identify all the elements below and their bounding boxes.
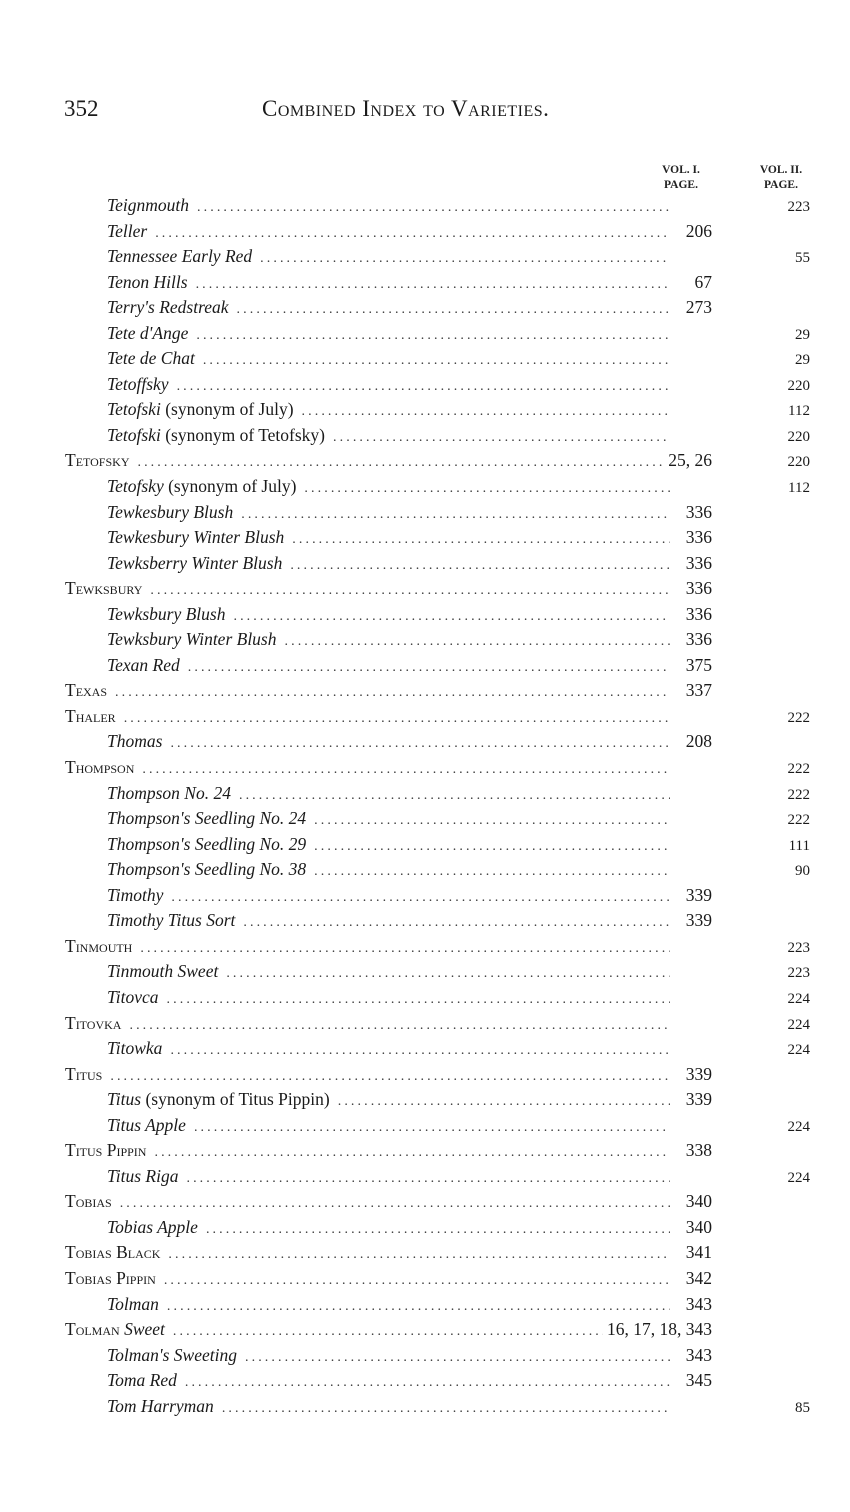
dot-leader <box>142 762 670 778</box>
vol2-page: 220 <box>787 454 810 471</box>
entry-name <box>107 476 296 497</box>
entry-name <box>65 1013 121 1034</box>
entry-name-italic: Tetofsky <box>107 476 164 497</box>
index-entry <box>65 1140 810 1166</box>
entry-name <box>65 1268 156 1289</box>
vol1-page: 208 <box>685 731 712 752</box>
column-header-vol1-line1: VOL. I. <box>662 164 700 176</box>
vol1-page: 25, 26 <box>668 450 712 471</box>
dot-leader <box>186 1171 670 1187</box>
entry-name <box>107 910 235 931</box>
dot-leader <box>290 558 670 574</box>
entry-name <box>107 604 225 625</box>
entry-name <box>107 629 277 650</box>
vol2-page: 111 <box>788 837 810 854</box>
dot-leader <box>171 890 670 906</box>
index-entry <box>65 502 810 528</box>
entry-name <box>107 834 306 855</box>
vol2-page: 29 <box>795 352 810 369</box>
entry-name <box>65 1242 160 1263</box>
index-entry <box>65 272 810 298</box>
entry-name <box>65 706 116 727</box>
entry-name <box>107 221 147 242</box>
dot-leader <box>120 1196 670 1212</box>
index-entry <box>65 246 810 272</box>
index-entry <box>65 195 810 221</box>
entry-name <box>107 425 325 446</box>
dot-leader <box>241 507 670 523</box>
entry-name-italic: Tinmouth Sweet <box>107 961 219 982</box>
entry-name <box>107 1217 198 1238</box>
vol2-page: 224 <box>787 1016 810 1033</box>
vol2-page: 222 <box>787 761 810 778</box>
dot-leader <box>129 1018 670 1034</box>
index-entries <box>65 195 810 1421</box>
index-entry <box>65 1396 810 1422</box>
vol2-page: 222 <box>787 812 810 829</box>
dot-leader <box>237 302 670 318</box>
entry-name <box>107 1038 162 1059</box>
entry-name <box>107 195 189 216</box>
vol1-page: 273 <box>685 297 712 318</box>
vol1-page: 340 <box>685 1216 712 1237</box>
entry-name <box>107 655 180 676</box>
dot-leader <box>177 379 670 395</box>
dot-leader <box>338 1094 670 1110</box>
index-entry <box>65 655 810 681</box>
entry-name-italic: Timothy Titus Sort <box>107 910 236 931</box>
dot-leader <box>140 941 670 957</box>
dot-leader <box>292 532 670 548</box>
entry-name-plain: (synonym of Titus Pippin) <box>141 1089 330 1110</box>
dot-leader <box>206 1222 670 1238</box>
entry-name <box>65 1319 165 1340</box>
entry-name-caps: Tinmouth <box>65 935 133 956</box>
vol1-page: 67 <box>694 271 712 292</box>
entry-name-italic: Tete d'Ange <box>107 322 189 343</box>
entry-name-italic: Titus <box>107 1089 142 1110</box>
index-entry <box>65 1345 810 1371</box>
index-entry <box>65 1038 810 1064</box>
index-entry <box>65 936 810 962</box>
entry-name <box>107 348 195 369</box>
entry-name-italic: Tewkesbury Winter Blush <box>107 527 285 548</box>
dot-leader <box>304 481 670 497</box>
entry-name-italic: Titowka <box>107 1038 163 1059</box>
index-entry <box>65 680 810 706</box>
index-entry <box>65 731 810 757</box>
vol1-page: 343 <box>685 1344 712 1365</box>
entry-name-caps: Tobias Black <box>65 1242 161 1263</box>
vol1-page: 343 <box>685 1293 712 1314</box>
entry-name-italic: Titovca <box>107 986 159 1007</box>
entry-name-italic: Thompson No. 24 <box>107 782 231 803</box>
entry-name-caps: Titovka <box>65 1012 122 1033</box>
entry-name <box>107 731 162 752</box>
entry-name-italic: Tewkesbury Blush <box>107 501 234 522</box>
dot-leader <box>168 1247 670 1263</box>
index-entry <box>65 323 810 349</box>
vol2-page: 222 <box>787 786 810 803</box>
index-entry <box>65 1294 810 1320</box>
vol1-page: 337 <box>685 680 712 701</box>
entry-name <box>107 885 163 906</box>
dot-leader <box>233 609 670 625</box>
vol1-page: 339 <box>685 910 712 931</box>
column-header-vol2-line1: VOL. II. <box>759 164 803 176</box>
entry-name <box>107 399 294 420</box>
column-header-vol2 <box>750 163 812 193</box>
entry-name <box>107 1115 186 1136</box>
dot-leader <box>196 328 670 344</box>
index-entry <box>65 476 810 502</box>
vol2-page: 112 <box>788 480 810 497</box>
index-entry <box>65 425 810 451</box>
entry-name <box>107 808 306 829</box>
entry-name-caps: Titus Pippin <box>65 1140 147 1161</box>
index-entry <box>65 348 810 374</box>
vol1-page: 336 <box>685 629 712 650</box>
dot-leader <box>239 788 670 804</box>
dot-leader <box>245 1350 670 1366</box>
vol1-page: 336 <box>685 501 712 522</box>
index-entry <box>65 1370 810 1396</box>
entry-name <box>107 1166 178 1187</box>
index-entry <box>65 221 810 247</box>
entry-name <box>107 859 306 880</box>
dot-leader <box>333 430 670 446</box>
index-entry <box>65 961 810 987</box>
dot-leader <box>185 1375 670 1391</box>
dot-leader <box>137 455 664 471</box>
entry-name-italic: Tolman's Sweeting <box>107 1344 237 1365</box>
entry-name <box>107 1089 330 1110</box>
entry-name-caps: Tolman <box>65 1319 120 1340</box>
index-entry <box>65 1217 810 1243</box>
column-header-vol1 <box>652 163 710 193</box>
vol1-page: 375 <box>685 654 712 675</box>
index-entry <box>65 553 810 579</box>
dot-leader <box>173 1324 603 1340</box>
vol2-page: 224 <box>787 1169 810 1186</box>
column-header-vol2-line2: PAGE. <box>764 179 798 191</box>
dot-leader <box>260 251 670 267</box>
entry-name <box>107 246 252 267</box>
vol1-page: 342 <box>685 1267 712 1288</box>
index-entry <box>65 1166 810 1192</box>
vol1-page: 339 <box>685 1063 712 1084</box>
entry-name-italic: Tetoffsky <box>107 373 169 394</box>
vol1-page: 206 <box>685 220 712 241</box>
dot-leader <box>243 915 670 931</box>
index-entry <box>65 1242 810 1268</box>
entry-name-italic: Thomas <box>107 731 163 752</box>
dot-leader <box>197 200 670 216</box>
index-entry <box>65 527 810 553</box>
entry-name-italic: Texan Red <box>107 654 180 675</box>
entry-name <box>65 757 134 778</box>
index-entry <box>65 987 810 1013</box>
entry-name <box>107 297 229 318</box>
vol2-page: 224 <box>787 1042 810 1059</box>
index-entry <box>65 1115 810 1141</box>
entry-name <box>107 527 284 548</box>
entry-name <box>65 578 142 599</box>
vol2-page: 224 <box>787 990 810 1007</box>
entry-name <box>65 1140 146 1161</box>
entry-name <box>107 783 231 804</box>
entry-name-italic: Tobias Apple <box>107 1216 198 1237</box>
entry-name <box>65 450 129 471</box>
entry-name <box>107 374 169 395</box>
dot-leader <box>167 992 670 1008</box>
vol2-page: 90 <box>795 863 810 880</box>
dot-leader <box>194 1120 670 1136</box>
dot-leader <box>167 1299 670 1315</box>
dot-leader <box>110 1069 670 1085</box>
dot-leader <box>285 634 671 650</box>
dot-leader <box>302 404 670 420</box>
entry-name-italic: Tetofski <box>107 424 161 445</box>
index-entry <box>65 629 810 655</box>
vol2-page: 85 <box>795 1399 810 1416</box>
vol2-page: 223 <box>787 965 810 982</box>
index-entry <box>65 1268 810 1294</box>
entry-name-plain: (synonym of July) <box>163 476 297 497</box>
entry-name-caps: Tewksbury <box>65 578 143 599</box>
entry-name <box>107 1294 159 1315</box>
vol1-page: 345 <box>685 1370 712 1391</box>
dot-leader <box>115 685 670 701</box>
index-entry <box>65 1319 810 1345</box>
dot-leader <box>222 1401 670 1417</box>
index-entry <box>65 1013 810 1039</box>
entry-name-italic: Timothy <box>107 884 164 905</box>
entry-name <box>107 961 218 982</box>
vol2-page: 220 <box>787 428 810 445</box>
dot-leader <box>196 277 670 293</box>
entry-name-plain: (synonym of July) <box>160 399 294 420</box>
entry-name-italic: Terry's Redstreak <box>107 297 229 318</box>
dot-leader <box>155 226 670 242</box>
vol2-page: 29 <box>795 326 810 343</box>
index-entry <box>65 859 810 885</box>
vol2-page: 220 <box>787 377 810 394</box>
vol1-page: 339 <box>685 1089 712 1110</box>
entry-name-caps: Tetofsky <box>65 450 130 471</box>
index-entry <box>65 604 810 630</box>
vol1-page: 336 <box>685 603 712 624</box>
dot-leader <box>170 1043 670 1059</box>
index-entry <box>65 783 810 809</box>
index-entry <box>65 885 810 911</box>
entry-name <box>107 1370 177 1391</box>
entry-name-italic: Tenon Hills <box>107 271 188 292</box>
entry-name <box>107 502 233 523</box>
index-entry <box>65 1089 810 1115</box>
column-header-vol1-line2: PAGE. <box>664 179 698 191</box>
entry-name <box>107 987 159 1008</box>
entry-name <box>107 272 188 293</box>
entry-name-italic: Tennessee Early Red <box>107 246 253 267</box>
entry-name-plain: (synonym of Tetofsky) <box>160 424 326 445</box>
entry-name <box>107 1345 237 1366</box>
vol1-page: 336 <box>685 552 712 573</box>
entry-name-italic: Teignmouth <box>107 195 190 215</box>
dot-leader <box>188 660 670 676</box>
vol1-page: 336 <box>685 578 712 599</box>
entry-name-italic: Tolman <box>107 1293 159 1314</box>
entry-name <box>107 323 188 344</box>
entry-name-caps: Titus <box>65 1063 103 1084</box>
vol2-page: 222 <box>787 709 810 726</box>
page-title: Combined Index to Varieties. <box>262 96 550 121</box>
entry-name <box>65 1064 102 1085</box>
entry-name-caps: Texas <box>65 680 108 701</box>
index-entry <box>65 834 810 860</box>
vol1-page: 339 <box>685 884 712 905</box>
index-entry <box>65 450 810 476</box>
entry-name-italic: Tewksbury Blush <box>107 603 226 624</box>
index-entry <box>65 578 810 604</box>
entry-name-italic: Teller <box>107 220 148 241</box>
entry-name-italic: Tetofski <box>107 399 161 420</box>
index-entry <box>65 706 810 732</box>
vol2-page: 223 <box>787 199 810 215</box>
entry-name-italic: Titus Apple <box>107 1114 186 1135</box>
index-entry <box>65 757 810 783</box>
dot-leader <box>124 711 670 727</box>
entry-name-italic: Toma Red <box>107 1370 177 1391</box>
page-number: 352 <box>64 96 99 121</box>
dot-leader <box>226 966 670 982</box>
vol1-page: 338 <box>685 1140 712 1161</box>
entry-name <box>65 936 132 957</box>
entry-name <box>65 680 107 701</box>
index-entry <box>65 297 810 323</box>
vol2-page: 224 <box>787 1118 810 1135</box>
index-entry <box>65 374 810 400</box>
dot-leader <box>314 813 670 829</box>
entry-name-italic: Tewksberry Winter Blush <box>107 552 283 573</box>
vol1-page: 340 <box>685 1191 712 1212</box>
dot-leader <box>203 353 670 369</box>
dot-leader <box>314 839 670 855</box>
entry-name-italic: Sweet <box>119 1319 165 1340</box>
entry-name-italic: Thompson's Seedling No. 24 <box>107 808 307 829</box>
vol1-page: 16, 17, 18, 343 <box>607 1319 712 1340</box>
index-entry <box>65 399 810 425</box>
entry-name-caps: Thompson <box>65 757 135 778</box>
dot-leader <box>154 1145 670 1161</box>
entry-name-italic: Tom Harryman <box>107 1395 214 1416</box>
entry-name-italic: Thompson's Seedling No. 38 <box>107 859 307 880</box>
entry-name-caps: Tobias Pippin <box>65 1267 156 1288</box>
dot-leader <box>314 864 670 880</box>
entry-name-italic: Tete de Chat <box>107 348 195 369</box>
entry-name-italic: Thompson's Seedling No. 29 <box>107 833 307 854</box>
index-entry <box>65 1064 810 1090</box>
index-entry <box>65 1191 810 1217</box>
entry-name <box>107 553 282 574</box>
vol2-page: 223 <box>787 939 810 956</box>
entry-name-caps: Tobias <box>65 1191 112 1212</box>
vol2-page: 112 <box>788 403 810 420</box>
entry-name-caps: Thaler <box>65 705 116 726</box>
dot-leader <box>150 583 670 599</box>
dot-leader <box>164 1273 670 1289</box>
vol2-page: 55 <box>795 250 810 267</box>
entry-name <box>65 1191 112 1212</box>
entry-name-italic: Titus Riga <box>107 1165 179 1186</box>
vol1-page: 341 <box>685 1242 712 1263</box>
entry-name <box>107 1396 214 1417</box>
vol1-page: 336 <box>685 527 712 548</box>
dot-leader <box>170 736 670 752</box>
index-entry <box>65 910 810 936</box>
index-entry <box>65 808 810 834</box>
entry-name-italic: Tewksbury Winter Blush <box>107 629 277 650</box>
